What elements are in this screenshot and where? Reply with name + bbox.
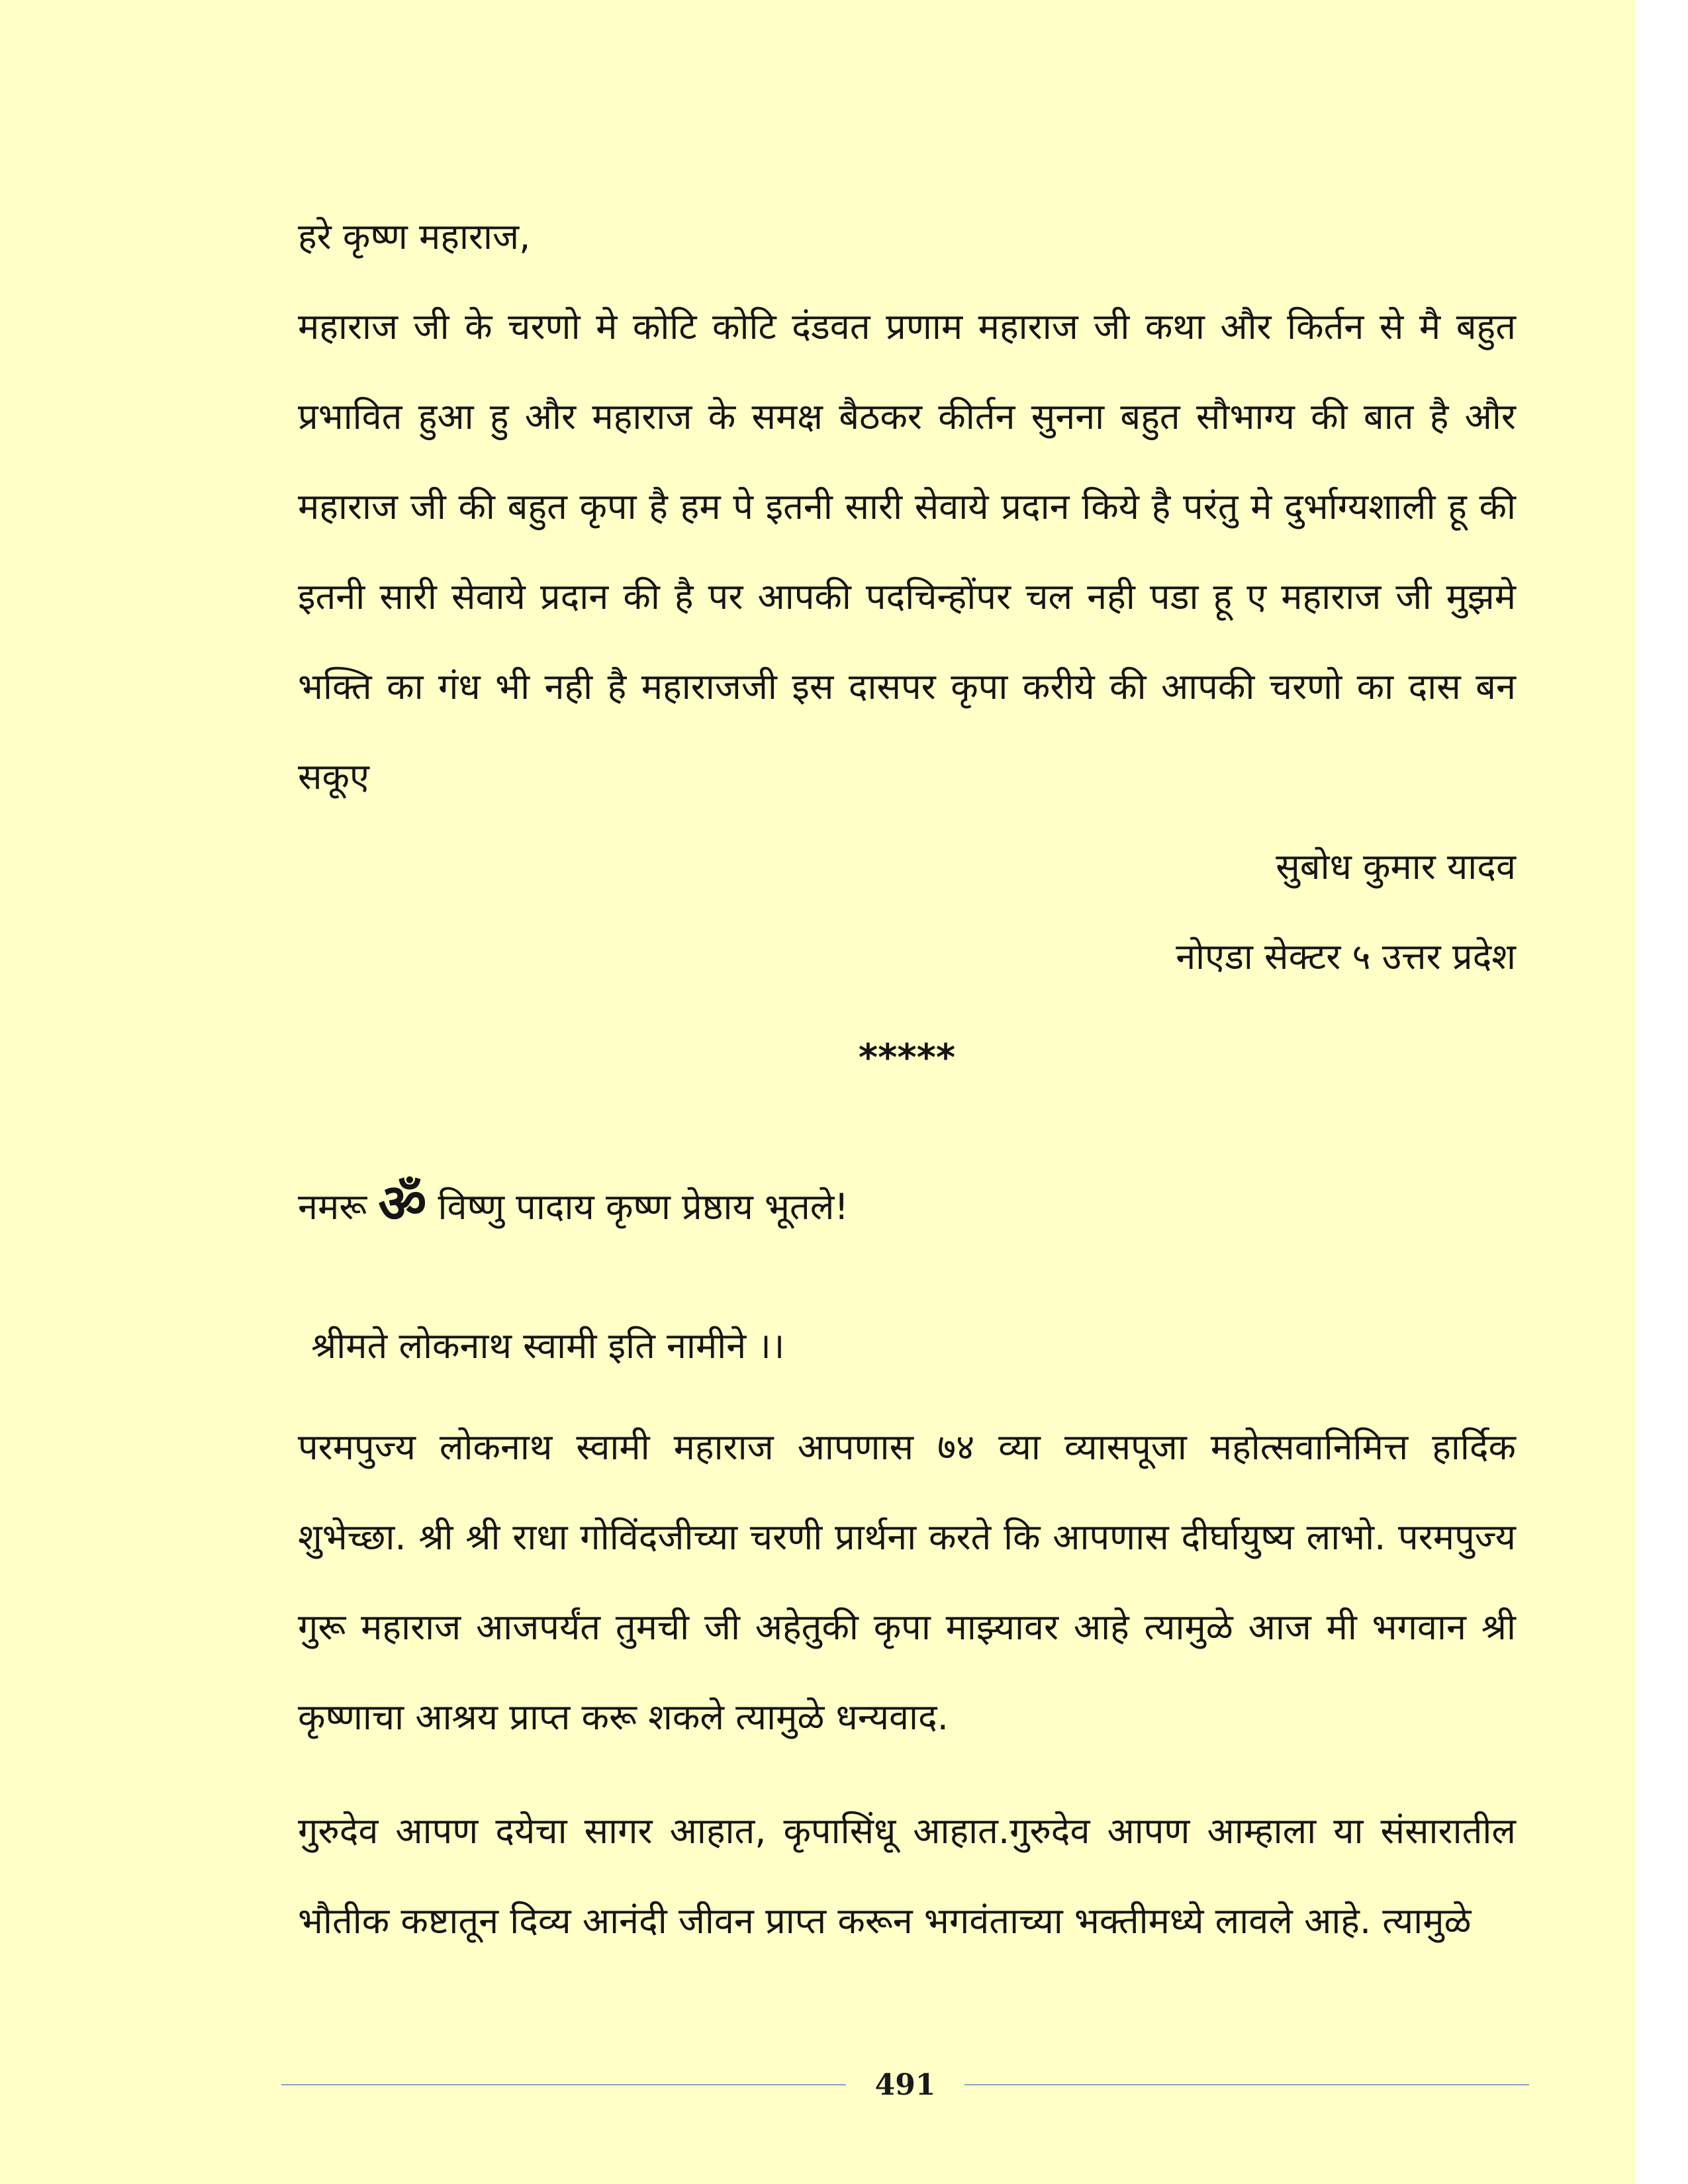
footer-rule-left: [281, 2084, 846, 2085]
letter2-para2-line: भौतीक कष्टातून दिव्य आनंदी जीवन प्राप्त करून भगवंताच्या भक्तीमध्ये लावले आहे. त्यामुळे: [298, 1900, 1472, 1942]
page-number: 491: [874, 2068, 936, 2102]
page-footer: [281, 2058, 1529, 2111]
letter2-para1-line: श्री श्री राधा गोविंदजीच्या चरणी प्रार्थना करते कि आपणास दीर्घायुष्य लाभो. परमपुज्य गुरू महाराज: [298, 1516, 1516, 1648]
letter2-paragraph-1: [298, 1402, 1516, 1762]
letter1-body-line: भक्ति का गंध भी नही है महाराजजी इस दासपर कृपा करीये की आपकी चरणो का दास बन सकूए: [298, 666, 1516, 797]
letter2-para1-line: प्राप्त करू शकले त्यामुळे धन्यवाद.: [509, 1696, 949, 1738]
letter1-greeting: हरे कृष्ण महाराज,: [298, 216, 531, 257]
signature-place: नोएडा सेक्टर ५ उत्तर प्रदेश: [1176, 936, 1516, 978]
letter1-body-line: महाराज जी की बहुत कृपा है हम पे इतनी सारी सेवाये प्रदान किये है परंतु मे दुर्भाग्यशाली हू की: [298, 486, 1516, 527]
verse-line-2: श्रीमते लोकनाथ स्वामी इति नामीने ।।: [311, 1325, 785, 1367]
signature-name: सुबोध कुमार यादव: [1276, 846, 1516, 887]
verse1-before: नमरू: [298, 1186, 367, 1228]
letter2-paragraph-2: [298, 1786, 1516, 1966]
letter1-body: [298, 282, 1516, 822]
footer-rule-right: [964, 2084, 1529, 2085]
letter1-body-line: महाराज जी के चरणो मे कोटि कोटि दंडवत प्रणाम महाराज जी कथा और किर्तन से मै बहुत: [298, 306, 1516, 347]
section-separator: *****: [858, 1036, 956, 1079]
letter1-body-line: इतनी सारी सेवाये प्रदान की है पर आपकी पदचिन्होंपर चल नही पडा हू ए महाराज जी मुझमे: [298, 576, 1516, 617]
letter2-para1-line: परमपुज्य लोकनाथ स्वामी महाराज आपणास ७४ व्या व्यासपूजा महोत्सवानिमित्त हार्दिक शुभेच्छा.: [298, 1426, 1516, 1558]
om-icon: ॐ: [378, 1173, 427, 1234]
letter2-para2-line: गुरुदेव आपण दयेचा सागर आहात, कृपासिंधू आहात.गुरुदेव आपण आम्हाला या संसारातील: [298, 1810, 1516, 1852]
verse-line-1: [298, 1154, 1516, 1257]
letter2-para1-line: आजपर्यंत तुमची जी अहेतुकी कृपा माझ्यावर आहे त्यामुळे आज मी भगवान श्री कृष्णाचा आश्रय: [298, 1606, 1516, 1738]
page-content: [298, 192, 1516, 1966]
letter1-body-line: प्रभावित हुआ हु और महाराज के समक्ष बैठकर कीर्तन सुनना बहुत सौभाग्य की बात है और: [298, 396, 1516, 437]
verse1-after: विष्णु पादाय कृष्ण प्रेष्ठाय भूतले!: [438, 1186, 849, 1228]
